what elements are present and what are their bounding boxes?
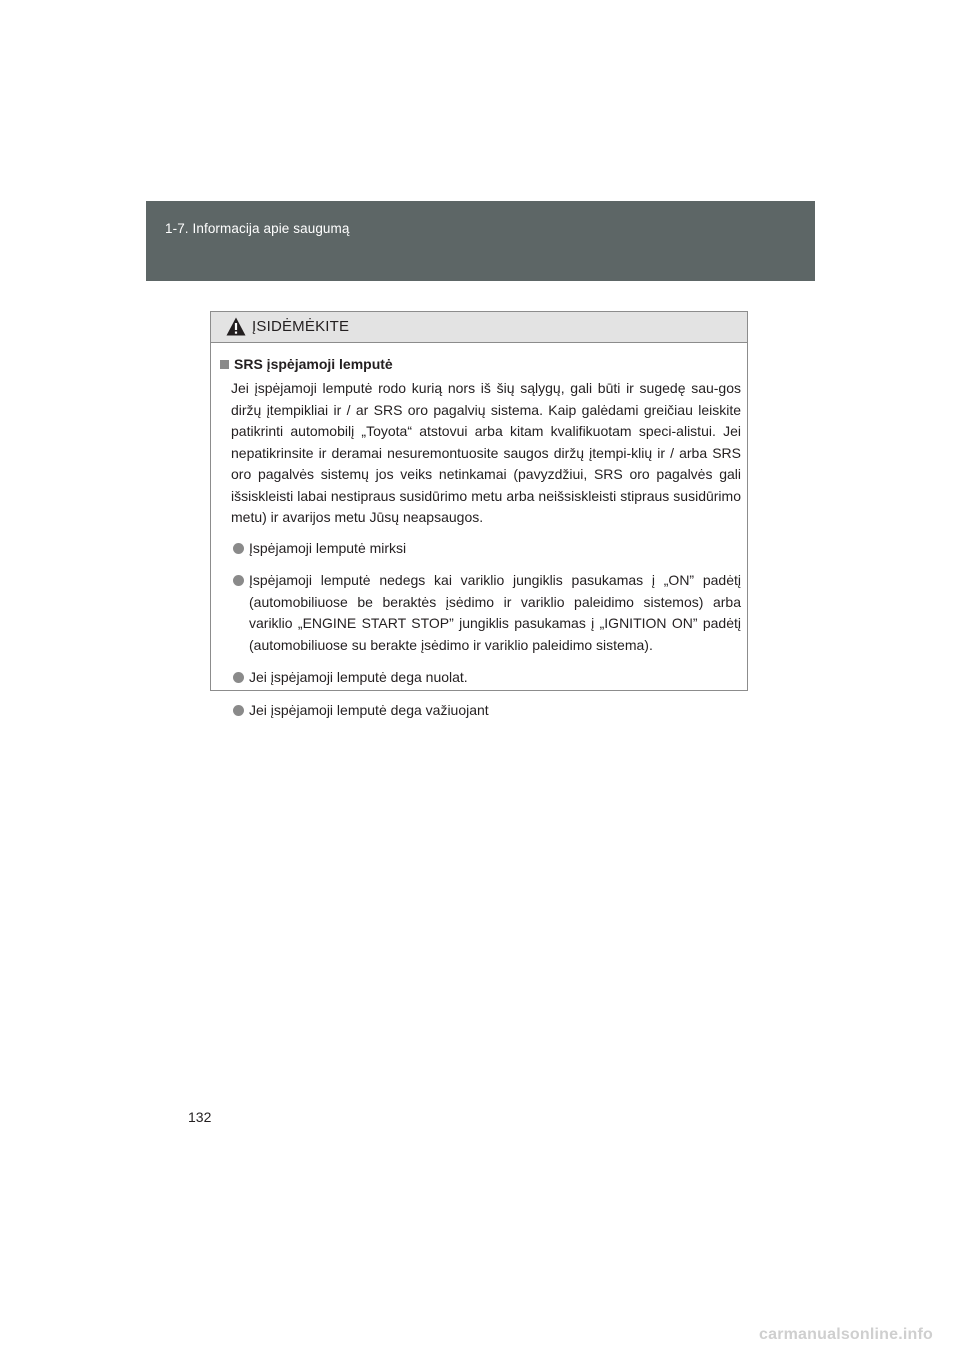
section-title: 1-7. Informacija apie saugumą	[165, 221, 350, 236]
list-item	[220, 667, 741, 689]
list-item-text: Jei įspėjamoji lemputė dega nuolat.	[249, 669, 468, 685]
list-item	[220, 538, 741, 560]
caution-paragraph: Jei įspėjamoji lemputė rodo kurią nors iš šių sąlygų, gali būti ir sugedę sau-gos diržų įtempikliai ir / ar SRS oro pagalvių sistema. Kaip galėdami greičiau leiskite patikrinti automobilį „Toyota“ atstovui arba kitam kvalifikuotam speci-alistui. Jei nepatikrinsite ir deramai nesuremontuosite saugos diržų įtempi-klių ir / arba SRS oro pagalvės sistemų jos veiks netinkamai (pavyzdžiui, SRS oro pagalvės gali išsiskleisti labai nestipraus susidūrimo metu arba neišsiskleisti stipraus susidūrimo metu) ir avarijos metu Jūsų neapsaugos.	[231, 380, 741, 525]
list-item	[220, 700, 741, 722]
caution-box	[210, 311, 748, 718]
caution-subhead	[220, 354, 741, 374]
round-bullet-icon	[233, 672, 244, 683]
watermark: carmanualsonline.info	[759, 1326, 934, 1343]
caution-body	[211, 343, 747, 721]
caution-header	[211, 312, 747, 343]
list-item-text: Įspėjamoji lemputė mirksi	[249, 539, 407, 556]
page-number: 132	[188, 1109, 212, 1125]
square-bullet-icon	[220, 360, 229, 369]
caution-subhead-text: SRS įspėjamoji lemputė	[234, 356, 393, 372]
warning-triangle-icon	[226, 317, 246, 336]
caution-title: ĮSIDĖMĖKITE	[252, 318, 350, 335]
list-item-text: Įspėjamoji lemputė nedegs kai variklio jungiklis pasukamas į „ON” padėtį (automobiliuose be beraktės įsėdimo ir variklio paleidimo sistemos) arba variklio „ENGINE START STOP” jungiklis pasukamas į „IGNITION ON” padėtį (automobiliuose su berakte įsėdimo ir variklio paleidimo sistema).	[249, 572, 741, 653]
round-bullet-icon	[233, 575, 244, 586]
list-item-text: Jei įspėjamoji lemputė dega važiuojant	[249, 701, 489, 718]
round-bullet-icon	[233, 543, 244, 554]
caution-bullet-list	[220, 538, 741, 722]
section-header-band	[146, 201, 815, 281]
round-bullet-icon	[233, 705, 244, 716]
list-item	[220, 570, 741, 656]
